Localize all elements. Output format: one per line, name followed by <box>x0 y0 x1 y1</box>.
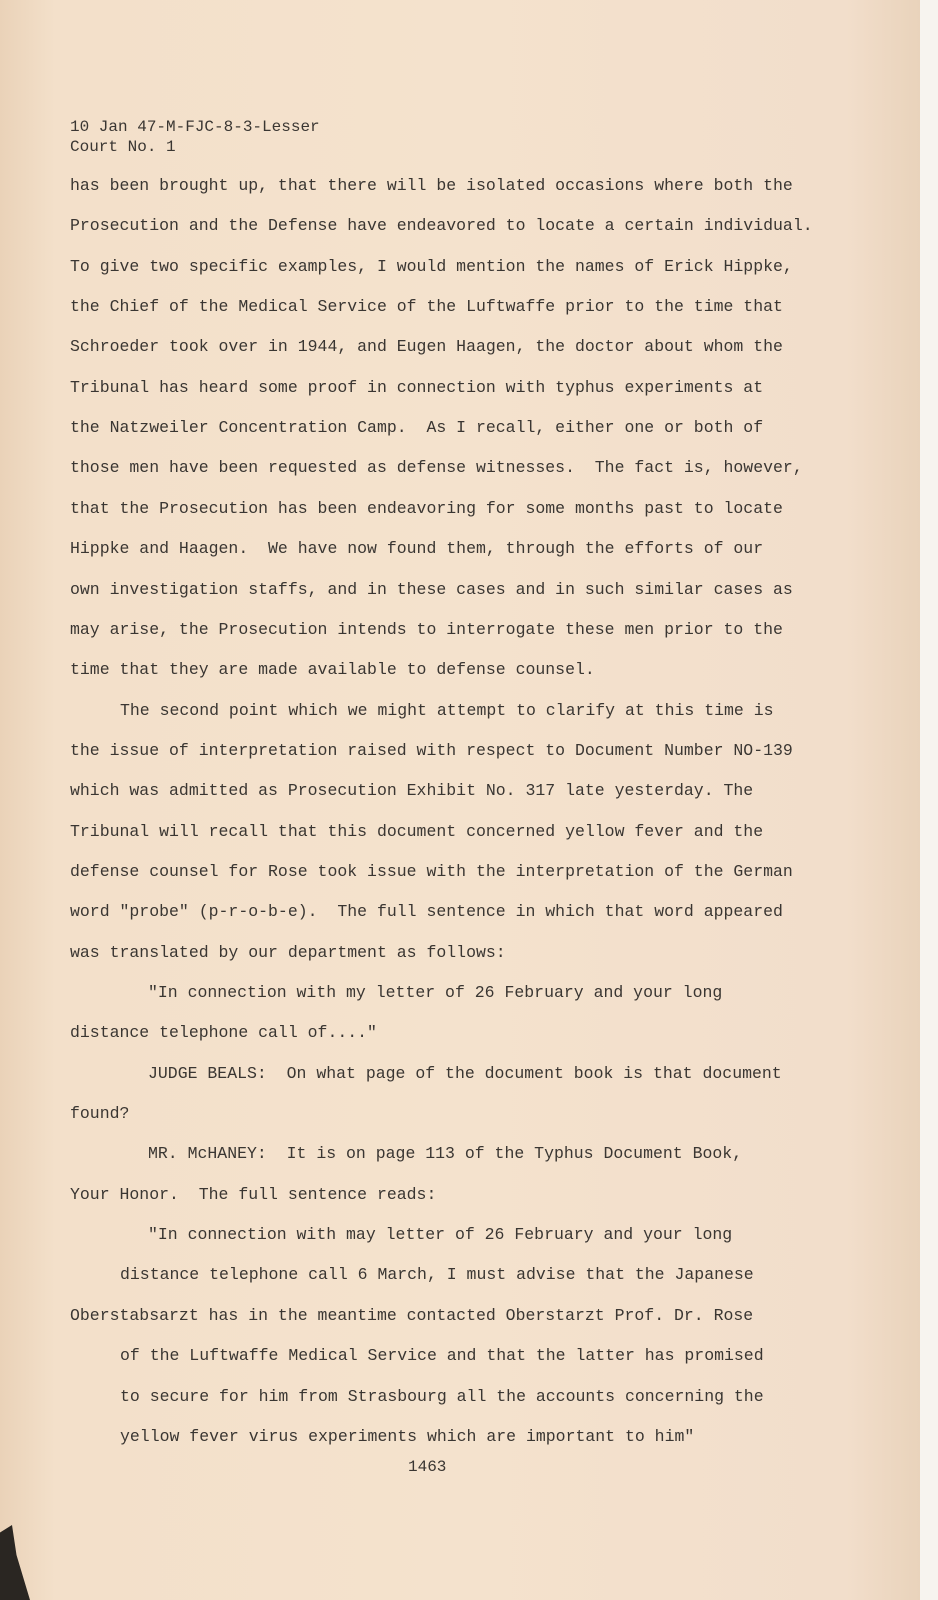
quote-line: "In connection with my letter of 26 February and your long <box>148 983 723 1002</box>
text-line: Hippke and Haagen. We have now found them, through the efforts of our <box>70 539 764 559</box>
quote-line: Oberstabsarzt has in the meantime contacted Oberstarzt Prof. Dr. Rose <box>70 1305 754 1325</box>
text-line: To give two specific examples, I would mention the names of Erick Hippke, <box>70 256 793 276</box>
quote-line: distance telephone call 6 March, I must advise that the Japanese <box>120 1265 754 1285</box>
text-line: the Natzweiler Concentration Camp. As I recall, either one or both of <box>70 418 764 438</box>
speaker-line: MR. McHANEY: It is on page 113 of the Typhus Document Book, <box>148 1144 743 1164</box>
quote-line: to secure for him from Strasbourg all the accounts concerning the <box>120 1386 764 1406</box>
text-line: Tribunal has heard some proof in connection with typhus experiments at <box>70 377 764 397</box>
text-line: the Chief of the Medical Service of the Luftwaffe prior to the time that <box>70 297 783 317</box>
text-line: found? <box>70 1104 130 1124</box>
court-number: Court No. 1 <box>70 138 176 156</box>
text-line: which was admitted as Prosecution Exhibit No. 317 late yesterday. The <box>70 781 754 801</box>
text-line: The second point which we might attempt to clarify at this time is <box>120 700 774 720</box>
text-line: Prosecution and the Defense have endeavored to locate a certain individual. <box>70 216 813 236</box>
quote-line: yellow fever virus experiments which are important to him" <box>120 1426 695 1446</box>
text-line: Schroeder took over in 1944, and Eugen Haagen, the doctor about whom the <box>70 337 783 357</box>
page-number: 1463 <box>408 1458 447 1476</box>
document-reference: 10 Jan 47-M-FJC-8-3-Lesser <box>70 118 320 136</box>
text-line: that the Prosecution has been endeavoring for some months past to locate <box>70 498 783 518</box>
text-line: Tribunal will recall that this document concerned yellow fever and the <box>70 821 764 841</box>
text-line: own investigation staffs, and in these cases and in such similar cases as <box>70 579 793 599</box>
text-line: defense counsel for Rose took issue with the interpretation of the German <box>70 861 793 881</box>
text-line: Your Honor. The full sentence reads: <box>70 1184 437 1204</box>
text-line: word "probe" (p-r-o-b-e). The full sentence in which that word appeared <box>70 902 783 922</box>
text-line: those men have been requested as defense witnesses. The fact is, however, <box>70 458 803 478</box>
text-line: has been brought up, that there will be isolated occasions where both the <box>70 176 793 195</box>
text-line: may arise, the Prosecution intends to interrogate these men prior to the <box>70 619 783 639</box>
text-line: time that they are made available to defense counsel. <box>70 660 595 680</box>
speaker-line: JUDGE BEALS: On what page of the document book is that document <box>148 1063 782 1083</box>
quote-line: distance telephone call of...." <box>70 1023 377 1043</box>
quote-line: of the Luftwaffe Medical Service and that the latter has promised <box>120 1346 764 1366</box>
text-line: was translated by our department as follows: <box>70 942 506 962</box>
text-line: the issue of interpretation raised with respect to Document Number NO-139 <box>70 740 793 760</box>
quote-line: "In connection with may letter of 26 February and your long <box>148 1225 733 1245</box>
page-edge <box>920 0 938 1600</box>
